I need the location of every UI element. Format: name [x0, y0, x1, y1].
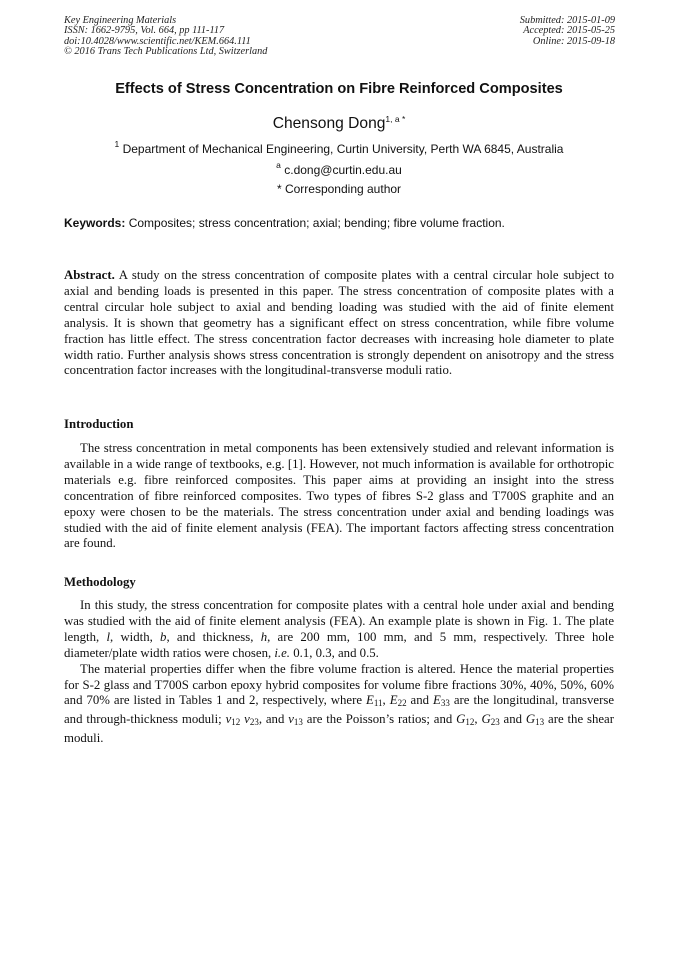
introduction-heading: Introduction	[64, 417, 134, 431]
affiliation-sup: 1	[114, 139, 120, 149]
keywords	[64, 216, 616, 230]
introduction-body	[64, 441, 614, 552]
introduction-paragraph: The stress concentration in metal components has been extensively studied and relevant information is available in a wide range of textbooks, e.g. [1]. However, not much information is available for orthotropic materials e.g. fibre reinforced composites. This paper aims at providing an insight into the stress concentration of fibre reinforced composites. Two types of fibres S-2 glass and T700S graphite and an epoxy were chosen to be the materials. The stress concentration under axial and bending loadings was studied with the aid of finite element analysis (FEA). The important factors affecting stress concentration are found.	[64, 441, 614, 551]
submitted-date: Submitted: 2015-01-09	[519, 15, 615, 26]
journal-issn: ISSN: 1662-9795, Vol. 664, pp 111-117	[64, 25, 225, 37]
methodology-paragraph-1: In this study, the stress concentration for composite plates with a central hole under axial and bending was studied with the aid of finite element analysis (FEA). An example plate is shown in Fig. 1. The plate length, l, width, b, and thickness, h, are 200 mm, 100 mm, and 5 mm, respectively. Three hole diameter/plate width ratios were chosen, i.e. 0.1, 0.3, and 0.5.	[64, 598, 614, 660]
keywords-label: Keywords:	[64, 216, 126, 230]
email-line	[0, 160, 678, 177]
journal-header	[64, 16, 267, 58]
abstract-label: Abstract.	[64, 268, 115, 282]
corresponding-author: * Corresponding author	[276, 182, 402, 196]
methodology-heading: Methodology	[64, 575, 136, 589]
methodology-body	[64, 598, 614, 747]
paper-title: Effects of Stress Concentration on Fibre Reinforced Composites	[115, 81, 563, 97]
journal-doi[interactable]: doi:10.4028/www.scientific.net/KEM.664.111	[64, 35, 251, 47]
affiliation-text: Department of Mechanical Engineering, Curtin University, Perth WA 6845, Australia	[122, 142, 564, 156]
accepted-date: Accepted: 2015-05-25	[523, 25, 615, 37]
author-sup: 1, a *	[385, 114, 406, 124]
journal-copyright: © 2016 Trans Tech Publications Ltd, Switzerland	[64, 46, 268, 58]
author-name: Chensong Dong	[272, 115, 386, 132]
email-sup: a	[276, 160, 281, 170]
journal-name: Key Engineering Materials	[64, 15, 177, 26]
author-line	[0, 114, 678, 133]
abstract	[64, 268, 614, 379]
affiliation	[0, 139, 678, 156]
methodology-paragraph-2: The material properties differ when the fibre volume fraction is altered. Hence the material properties for S-2 glass and T700S carbon epoxy hybrid composites for volume fibre fractions 30%, 40%, 50%, 60% and 70% are listed in Tables 1 and 2, respectively, where $E_{11}$, $E_{22}$ and $E_{33}$ are the longitudinal, transverse and through-thickness moduli; $\nu_{12}$ $\nu_{23}$, and $\nu_{13}$ are the Poisson’s ratios; and $G_{12}$, $G_{23}$ and $G_{13}$ are the shear moduli.	[64, 661, 614, 746]
abstract-text: A study on the stress concentration of composite plates with a central circular hole subject to axial and bending loads is presented in this paper. The stress concentration of composite plates with a central circular hole subject to axial and bending loading was studied with the aid of finite element analysis. It is shown that geometry has a significant effect on stress concentration, while fibre volume fraction has little effect. The stress concentration factor decreases with increasing hole diameter to plate width ratio. Further analysis shows stress concentration is strongly dependent on anisotropy and the stress concentration factor increases with the longitudinal-transverse moduli ratio.	[64, 268, 614, 378]
keywords-text: Composites; stress concentration; axial; bending; fibre volume fraction.	[128, 216, 505, 230]
email-address[interactable]: c.dong@curtin.edu.au	[284, 163, 402, 177]
dates-header	[520, 16, 615, 47]
online-date: Online: 2015-09-18	[532, 35, 615, 47]
